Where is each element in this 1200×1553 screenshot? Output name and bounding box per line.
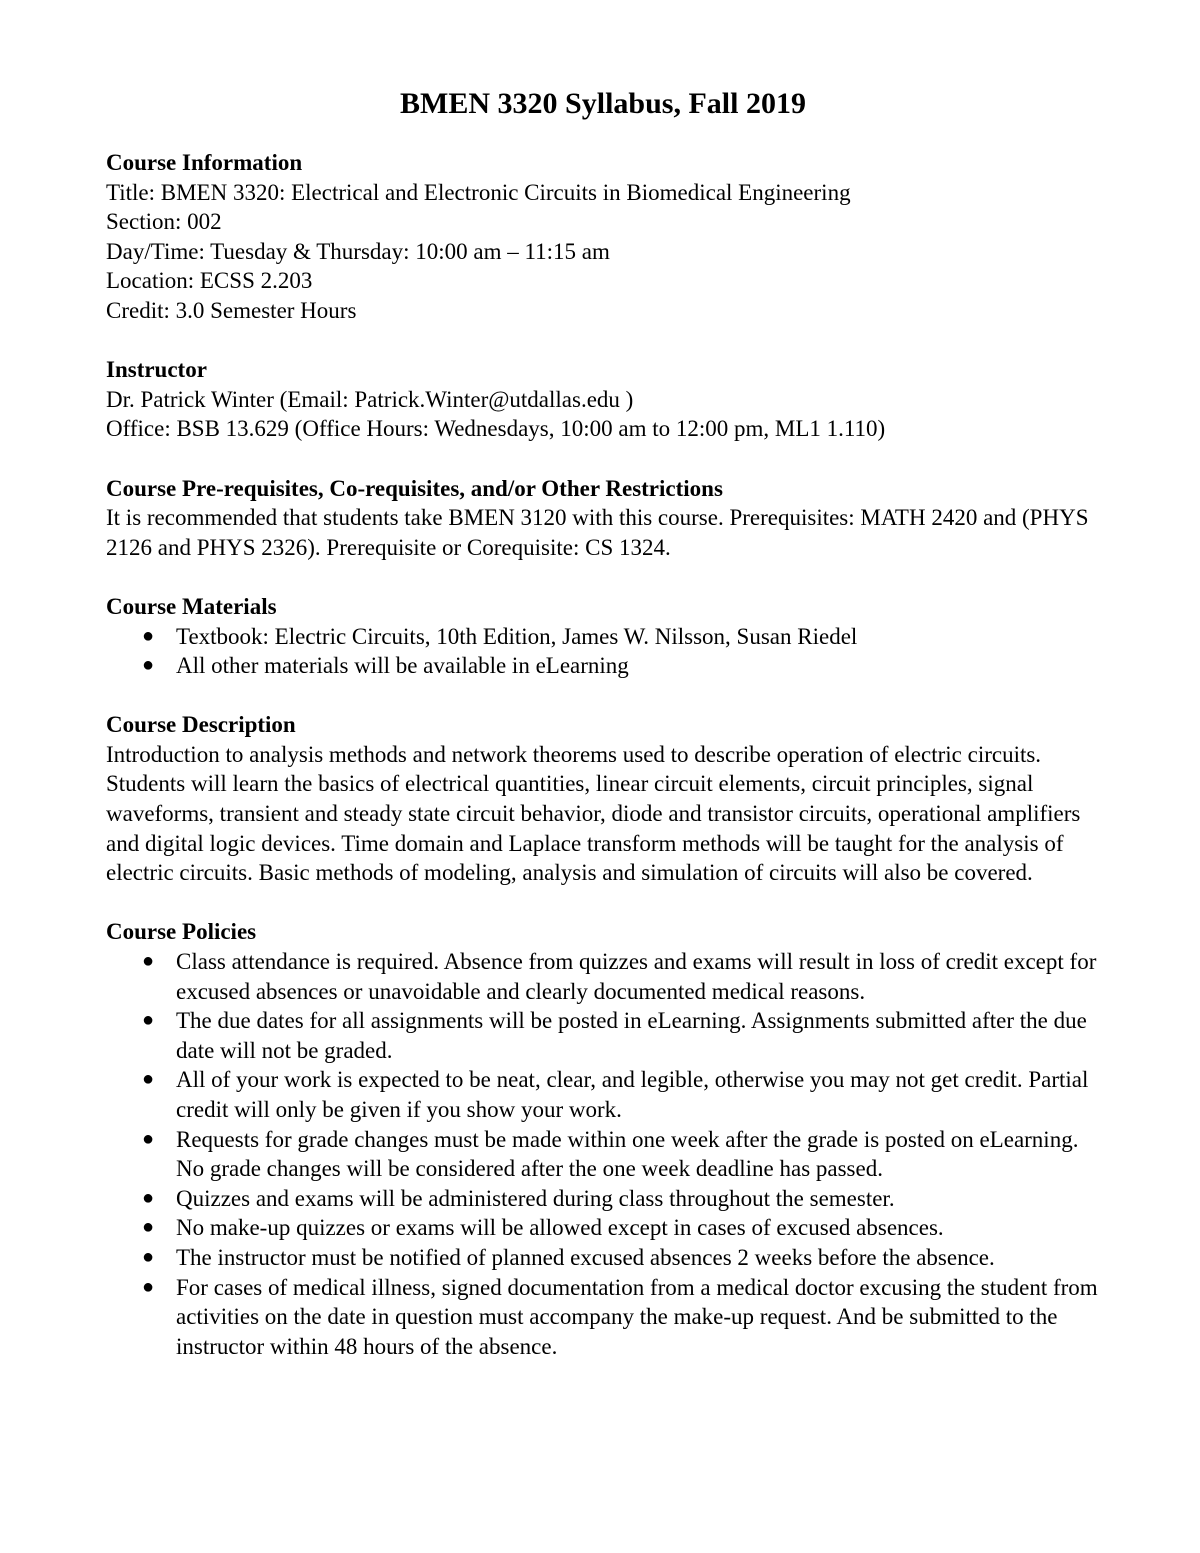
list-item	[106, 947, 1100, 1006]
list-item-text: The instructor must be notified of planned excused absences 2 weeks before the absence.	[176, 1244, 995, 1270]
list-item-text: Requests for grade changes must be made within one week after the grade is posted on eLearning. No grade changes will be considered after the one week deadline has passed.	[176, 1126, 1079, 1182]
bullet-icon: ●	[142, 624, 155, 647]
list-item	[106, 1184, 1100, 1214]
list-item-text: For cases of medical illness, signed documentation from a medical doctor excusing the student from activities on the date in question must accompany the make-up request. And be submitted to the instructor within 48 hours of the absence.	[176, 1274, 1098, 1359]
list-item-text: All of your work is expected to be neat, clear, and legible, otherwise you may not get credit. Partial credit will only be given if you show your work.	[176, 1067, 1089, 1122]
instructor-name-line: Dr. Patrick Winter (Email: Patrick.Winter@utdallas.edu )	[106, 386, 634, 412]
location-line: Location: ECSS 2.203	[106, 268, 313, 294]
bullet-icon: ●	[142, 1127, 155, 1150]
list-item-text: All other materials will be available in eLearning	[176, 653, 629, 679]
list-item	[106, 1006, 1100, 1065]
policies-section	[106, 917, 1100, 1361]
credit-line: Credit: 3.0 Semester Hours	[106, 297, 357, 323]
course-information-heading: Course Information	[106, 150, 303, 175]
bullet-icon: ●	[142, 1186, 155, 1209]
list-item	[106, 622, 1100, 652]
list-item-text: Textbook: Electric Circuits, 10th Edition, James W. Nilsson, Susan Riedel	[176, 623, 858, 649]
prerequisites-section	[106, 474, 1100, 563]
instructor-heading: Instructor	[106, 357, 207, 383]
list-item-text: Class attendance is required. Absence from quizzes and exams will result in loss of credit except for excused absences or unavoidable and clearly documented medical reasons.	[176, 949, 1097, 1004]
bullet-icon: ●	[142, 1275, 155, 1298]
list-item-text: The due dates for all assignments will be posted in eLearning. Assignments submitted after the due date will not be graded.	[176, 1008, 1087, 1063]
materials-list	[106, 622, 1100, 681]
materials-heading: Course Materials	[106, 593, 277, 619]
instructor-section	[106, 355, 1100, 444]
list-item	[106, 1125, 1100, 1184]
bullet-icon: ●	[142, 1009, 155, 1032]
materials-section	[106, 592, 1100, 681]
course-information-section	[106, 148, 1100, 326]
policies-heading: Course Policies	[106, 919, 257, 945]
description-heading: Course Description	[106, 712, 296, 738]
list-item-text: Quizzes and exams will be administered during class throughout the semester.	[176, 1185, 895, 1211]
description-text: Introduction to analysis methods and network theorems used to describe operation of electric circuits. Students will learn the basics of electrical quantities, linear circuit elements, circuit principles, signal waveforms, transient and steady state circuit behavior, diode and transistor circuits, operational amplifiers and digital logic devices. Time domain and Laplace transform methods will be taught for the analysis of electric circuits. Basic methods of modeling, analysis and simulation of circuits will also be covered.	[106, 741, 1081, 886]
section-line: Section: 002	[106, 209, 222, 235]
course-title-line: Title: BMEN 3320: Electrical and Electronic Circuits in Biomedical Engineering	[106, 179, 851, 205]
day-time-line: Day/Time: Tuesday & Thursday: 10:00 am – 11:15 am	[106, 238, 610, 264]
bullet-icon: ●	[142, 1245, 155, 1268]
policies-list	[106, 947, 1100, 1361]
list-item	[106, 1243, 1100, 1273]
list-item	[106, 1065, 1100, 1124]
list-item-text: No make-up quizzes or exams will be allowed except in cases of excused absences.	[176, 1215, 944, 1241]
prerequisites-text: It is recommended that students take BMEN 3120 with this course. Prerequisites: MATH 2420 and (PHYS 2126 and PHYS 2326). Prerequisite or Corequisite: CS 1324.	[106, 505, 1089, 560]
list-item	[106, 651, 1100, 681]
instructor-office-line: Office: BSB 13.629 (Office Hours: Wednesdays, 10:00 am to 12:00 pm, ML1 1.110)	[106, 416, 886, 442]
bullet-icon: ●	[142, 1216, 155, 1239]
prerequisites-heading: Course Pre-requisites, Co-requisites, and/or Other Restrictions	[106, 475, 723, 501]
bullet-icon: ●	[142, 1068, 155, 1091]
list-item	[106, 1213, 1100, 1243]
description-section	[106, 710, 1100, 888]
bullet-icon: ●	[142, 654, 155, 677]
bullet-icon: ●	[142, 950, 155, 973]
document-title: BMEN 3320 Syllabus, Fall 2019	[400, 87, 806, 120]
list-item	[106, 1273, 1100, 1362]
